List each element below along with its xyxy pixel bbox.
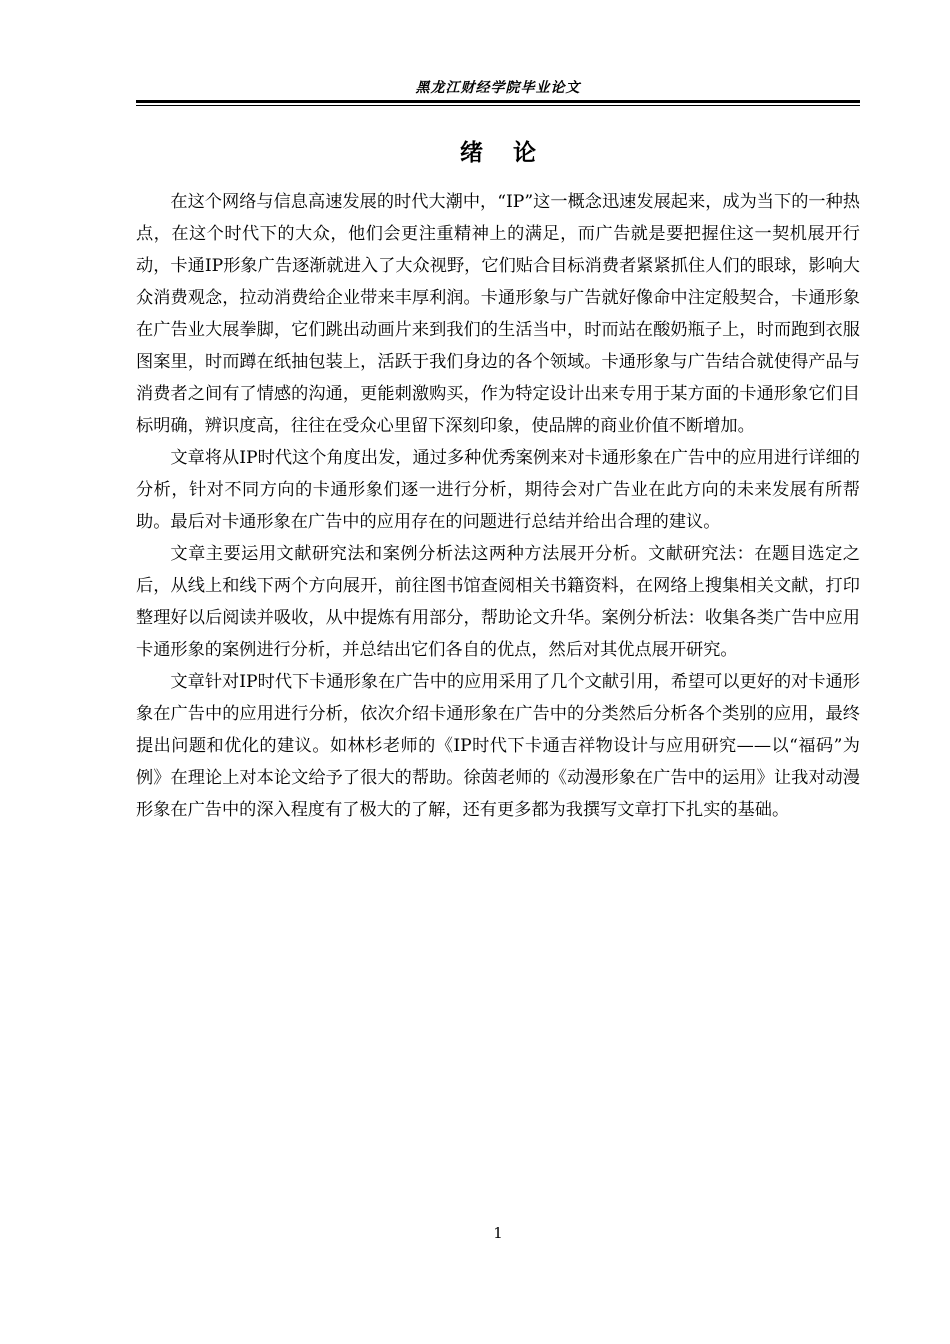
section-title: 绪论 (460, 140, 566, 166)
page-number: 1 (493, 1224, 503, 1242)
header-rule-thick (136, 100, 860, 103)
body-text (136, 186, 860, 826)
paragraph-2: 文章将从IP时代这个角度出发，通过多种优秀案例来对卡通形象在广告中的应用进行详细的分析，针对不同方向的卡通形象们逐一进行分析，期待会对广告业在此方向的未来发展有所帮助。最后对卡通形象在广告中的应用存在的问题进行总结并给出合理的建议。 (136, 448, 860, 532)
paragraph-4: 文章针对IP时代下卡通形象在广告中的应用采用了几个文献引用，希望可以更好的对卡通形象在广告中的应用进行分析，依次介绍卡通形象在广告中的分类然后分析各个类别的应用，最终提出问题和优化的建议。如林杉老师的《IP时代下卡通吉祥物设计与应用研究——以“福码”为例》在理论上对本论文给予了很大的帮助。徐茵老师的《动漫形象在广告中的运用》让我对动漫形象在广告中的深入程度有了极大的了解，还有更多都为我撰写文章打下扎实的基础。 (136, 672, 860, 820)
paragraph-3: 文章主要运用文献研究法和案例分析法这两种方法展开分析。文献研究法：在题目选定之后，从线上和线下两个方向展开，前往图书馆查阅相关书籍资料，在网络上搜集相关文献，打印整理好以后阅读并吸收，从中提炼有用部分，帮助论文升华。案例分析法：收集各类广告中应用卡通形象的案例进行分析，并总结出它们各自的优点，然后对其优点展开研究。 (136, 544, 860, 660)
header-rule-thin (136, 105, 860, 106)
running-header: 黑龙江财经学院毕业论文 (415, 80, 581, 96)
paragraph-1: 在这个网络与信息高速发展的时代大潮中，“IP”这一概念迅速发展起来，成为当下的一种热点，在这个时代下的大众，他们会更注重精神上的满足，而广告就是要把握住这一契机展开行动，卡通IP形象广告逐渐就进入了大众视野，它们贴合目标消费者紧紧抓住人们的眼球，影响大众消费观念，拉动消费给企业带来丰厚利润。卡通形象与广告就好像命中注定般契合，卡通形象在广告业大展拳脚，它们跳出动画片来到我们的生活当中，时而站在酸奶瓶子上，时而跑到衣服图案里，时而蹲在纸抽包装上，活跃于我们身边的各个领域。卡通形象与广告结合就使得产品与消费者之间有了情感的沟通，更能刺激购买，作为特定设计出来专用于某方面的卡通形象它们目标明确，辨识度高，往往在受众心里留下深刻印象，使品牌的商业价值不断增加。 (136, 192, 860, 436)
